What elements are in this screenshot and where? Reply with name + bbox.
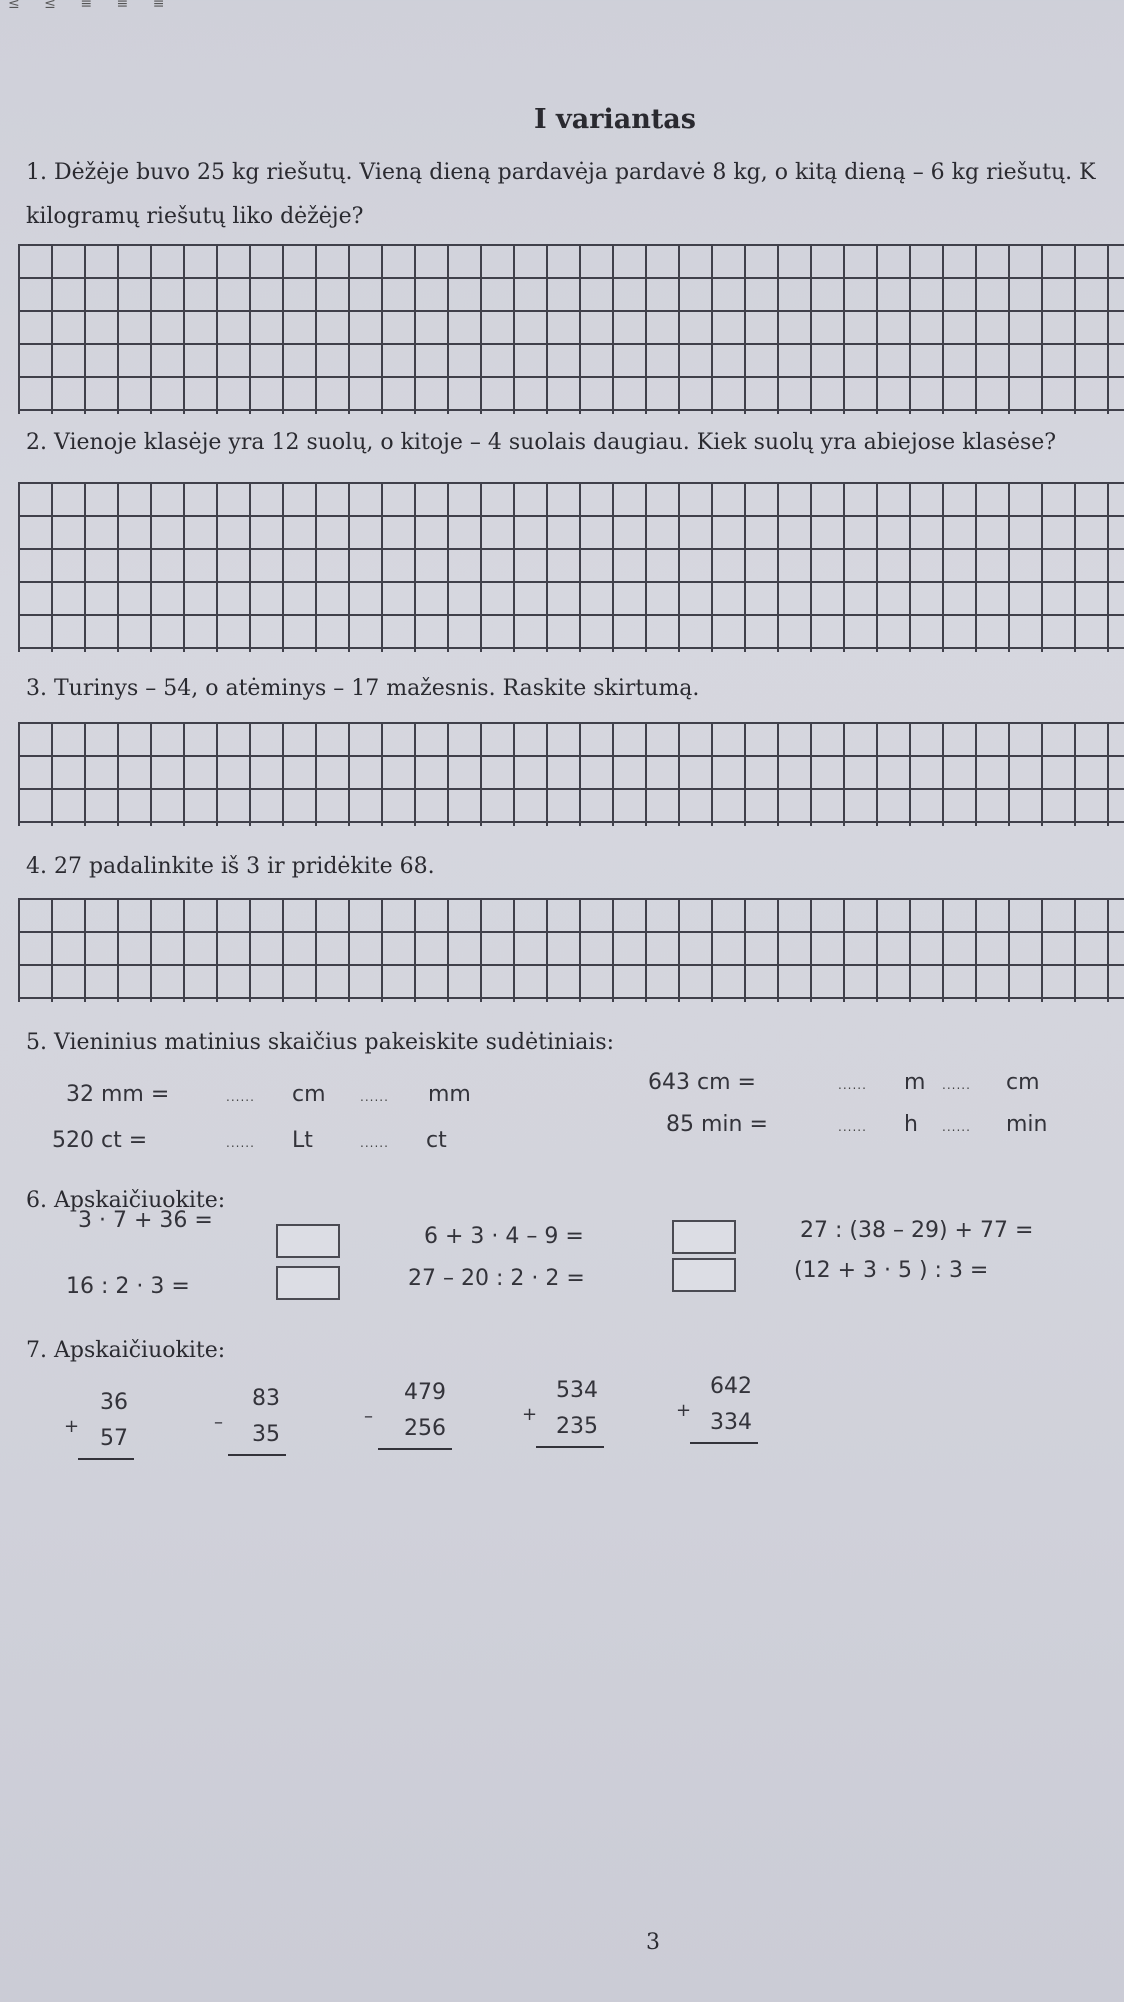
conversion-1-unit-2: mm [428,1082,471,1107]
expression-2: 16 : 2 · 3 = [66,1274,190,1299]
task-2-text: 2. Vienoje klasėje yra 12 suolų, o kitoje – 4 suolais daugiau. Kiek suolų yra abiejose klasėse? [26,430,1057,455]
column-calc-3-bottom: 256 [404,1416,446,1441]
column-calc-2-result-line [228,1454,286,1456]
column-calc-5-bottom: 334 [710,1410,752,1435]
task-1-line-1: 1. Dėžėje buvo 25 kg riešutų. Vieną dieną pardavėja pardavė 8 kg, o kitą dieną – 6 kg riešutų. K [26,160,1096,185]
task-1-line-2: kilogramų riešutų liko dėžėje? [26,204,364,229]
task-7-heading: 7. Apskaičiuokite: [26,1338,226,1363]
task-6-heading: 6. Apskaičiuokite: [26,1188,226,1213]
column-calc-5 [676,1374,752,1450]
column-calc-1-top: 36 [100,1390,128,1415]
expression-4: 27 – 20 : 2 · 2 = [408,1266,585,1291]
conversion-1-blank-1[interactable]: ...... [226,1090,255,1104]
column-calc-4-operator: + [522,1404,538,1425]
conversion-3-blank-1[interactable]: ...... [838,1078,867,1092]
column-calc-3-result-line [378,1448,452,1450]
task-1-answer-grid[interactable] [18,244,1124,414]
column-calc-5-result-line [690,1442,758,1444]
conversion-4-expression: 85 min = [666,1112,768,1137]
conversion-3-unit-2: cm [1006,1070,1040,1095]
column-calc-2-top: 83 [252,1386,280,1411]
conversion-2-unit-2: ct [426,1128,447,1153]
column-calc-1-bottom: 57 [100,1426,128,1451]
expression-3-answer-box[interactable] [672,1220,736,1254]
conversion-1-expression: 32 mm = [66,1082,170,1107]
expression-5: 27 : (38 – 29) + 77 = [800,1218,1034,1243]
column-calc-3-top: 479 [404,1380,446,1405]
expression-3: 6 + 3 · 4 – 9 = [424,1224,584,1249]
task-4-text: 4. 27 padalinkite iš 3 ir pridėkite 68. [26,854,435,879]
conversion-4-unit-1: h [904,1112,918,1137]
expression-1-answer-box[interactable] [276,1224,340,1258]
column-calc-3-operator: – [364,1406,373,1427]
task-3-text: 3. Turinys – 54, o atėminys – 17 mažesnis. Raskite skirtumą. [26,676,700,701]
conversion-2-blank-1[interactable]: ...... [226,1136,255,1150]
conversion-1-unit-1: cm [292,1082,326,1107]
column-calc-4 [522,1378,598,1454]
column-calc-4-top: 534 [556,1378,598,1403]
conversion-2-blank-2[interactable]: ...... [360,1136,389,1150]
task-4-answer-grid[interactable] [18,898,1124,1002]
expression-4-answer-box[interactable] [672,1258,736,1292]
column-calc-4-result-line [536,1446,604,1448]
conversion-4-unit-2: min [1006,1112,1048,1137]
column-calc-5-top: 642 [710,1374,752,1399]
task-5-heading: 5. Vieninius matinius skaičius pakeiskite sudėtiniais: [26,1030,615,1055]
column-calc-3 [364,1380,446,1456]
column-calc-5-operator: + [676,1400,692,1421]
top-edge-marks: ≤ ≤ ≡ ≡ ≡ [8,0,175,12]
column-calc-4-bottom: 235 [556,1414,598,1439]
expression-1: 3 · 7 + 36 = [78,1208,213,1233]
conversion-3-expression: 643 cm = [648,1070,756,1095]
column-calc-1-result-line [78,1458,134,1460]
page-number: 3 [646,1930,660,1955]
column-calc-1 [64,1390,128,1466]
task-3-answer-grid[interactable] [18,722,1124,826]
column-calc-1-operator: + [64,1416,80,1437]
conversion-3-unit-1: m [904,1070,926,1095]
task-2-answer-grid[interactable] [18,482,1124,652]
conversion-4-blank-2[interactable]: ...... [942,1120,971,1134]
conversion-1-blank-2[interactable]: ...... [360,1090,389,1104]
conversion-2-unit-1: Lt [292,1128,313,1153]
page-title: I variantas [534,104,696,135]
expression-6: (12 + 3 · 5 ) : 3 = [794,1258,989,1283]
column-calc-2-bottom: 35 [252,1422,280,1447]
conversion-2-expression: 520 ct = [52,1128,148,1153]
expression-2-answer-box[interactable] [276,1266,340,1300]
conversion-3-blank-2[interactable]: ...... [942,1078,971,1092]
conversion-4-blank-1[interactable]: ...... [838,1120,867,1134]
column-calc-2 [214,1386,280,1462]
column-calc-2-operator: – [214,1412,223,1433]
